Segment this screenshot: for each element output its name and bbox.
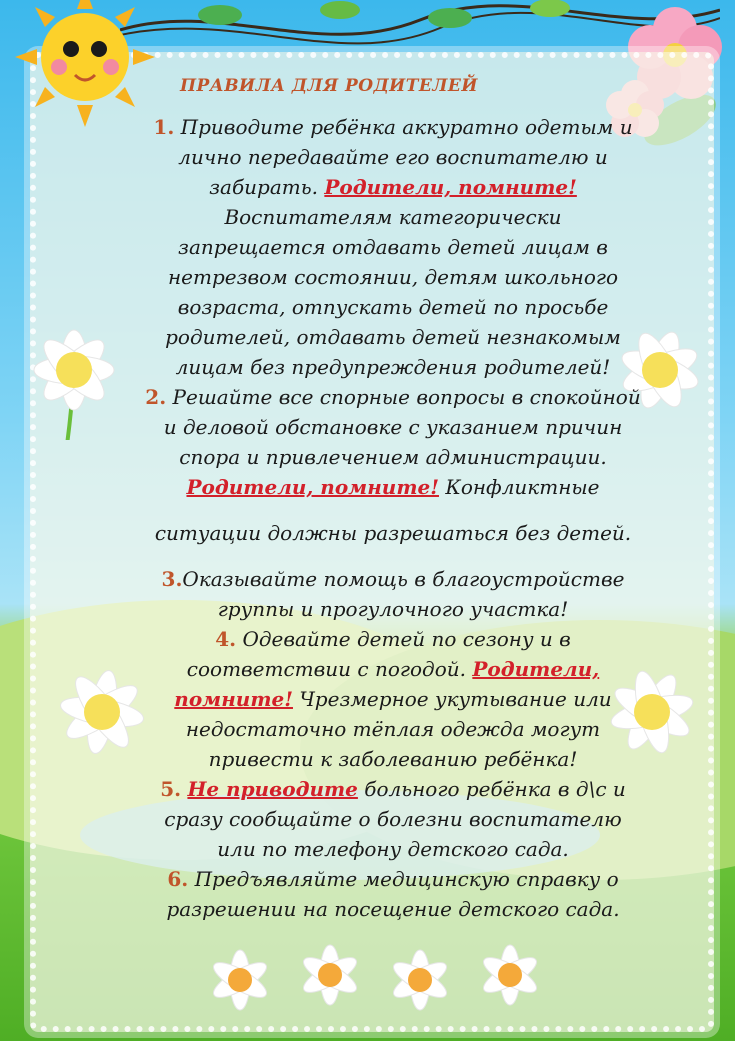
rule-line <box>108 412 678 442</box>
rule-text: Решайте все спорные вопросы в спокойной <box>172 385 641 409</box>
rule-text: недостаточно тёплая одежда могут <box>185 717 601 741</box>
rule-text: группы и прогулочного участка! <box>217 597 569 621</box>
rule-line <box>108 142 678 172</box>
page-title: ПРАВИЛА ДЛЯ РОДИТЕЛЕЙ <box>180 76 478 96</box>
rule-line <box>108 864 678 894</box>
reminder-highlight: Родители, <box>472 657 600 681</box>
rule-line <box>108 654 678 684</box>
rule-line <box>108 774 678 804</box>
rule-text: привести к заболеванию ребёнка! <box>208 747 578 771</box>
rule-line <box>108 834 678 864</box>
rule-line <box>108 564 678 594</box>
rule-number: 3. <box>161 567 183 591</box>
rule-number: 2. <box>145 385 167 409</box>
rule-line <box>108 714 678 744</box>
daisy-cluster-icon <box>190 920 570 1030</box>
rule-text: Чрезмерное укутывание или <box>292 687 612 711</box>
rule-line <box>108 744 678 774</box>
rule-line <box>108 232 678 262</box>
rule-line <box>108 684 678 714</box>
reminder-highlight: Родители, помните! <box>186 475 439 499</box>
rule-text: или по телефону детского сада. <box>217 837 569 861</box>
rule-text: Одевайте детей по сезону и в <box>242 627 571 651</box>
rule-text: ситуации должны разрешаться без детей. <box>154 521 632 545</box>
rule-text: Приводите ребёнка аккуратно одетым и <box>180 115 633 139</box>
rule-line <box>108 262 678 292</box>
reminder-highlight: Не приводите <box>187 777 358 801</box>
rule-line <box>108 472 678 502</box>
rule-text: сразу сообщайте о болезни воспитателю <box>164 807 622 831</box>
reminder-highlight: помните! <box>174 687 293 711</box>
rule-text: Воспитателям категорически <box>224 205 562 229</box>
rule-text: соответствии с погодой. <box>186 657 473 681</box>
rule-number: 5. <box>160 777 182 801</box>
rule-text: лично передавайте его воспитателю и <box>178 145 608 169</box>
rule-line <box>108 112 678 142</box>
rule-line <box>108 352 678 382</box>
rule-line <box>108 322 678 352</box>
rule-number: 1. <box>153 115 175 139</box>
rule-number: 6. <box>167 867 189 891</box>
rule-line <box>108 518 678 548</box>
rule-line <box>108 594 678 624</box>
rule-text: спора и привлечением администрации. <box>179 445 607 469</box>
rule-number: 4. <box>215 627 237 651</box>
reminder-highlight: Родители, помните! <box>324 175 577 199</box>
rule-line <box>108 804 678 834</box>
rule-text: запрещается отдавать детей лицам в <box>178 235 608 259</box>
rule-line <box>108 442 678 472</box>
rule-text: родителей, отдавать детей незнакомым <box>165 325 621 349</box>
rule-text: и деловой обстановке с указанием причин <box>163 415 623 439</box>
rule-line <box>108 894 678 924</box>
rule-text: возраста, отпускать детей по просьбе <box>177 295 609 319</box>
rule-text: Конфликтные <box>438 475 600 499</box>
rule-text: больного ребёнка в д\с и <box>357 777 626 801</box>
rule-line <box>108 172 678 202</box>
rule-line <box>108 624 678 654</box>
rule-line <box>108 382 678 412</box>
rule-text: нетрезвом состоянии, детям школьного <box>167 265 619 289</box>
rule-text: Оказывайте помощь в благоустройстве <box>182 567 625 591</box>
rules-list <box>108 112 678 924</box>
rule-line <box>108 202 678 232</box>
rule-text: лицам без предупреждения родителей! <box>175 355 611 379</box>
rule-text: забирать. <box>209 175 325 199</box>
rule-line <box>108 292 678 322</box>
rule-text: Предъявляйте медицинскую справку о <box>194 867 619 891</box>
rule-text: разрешении на посещение детского сада. <box>166 897 620 921</box>
